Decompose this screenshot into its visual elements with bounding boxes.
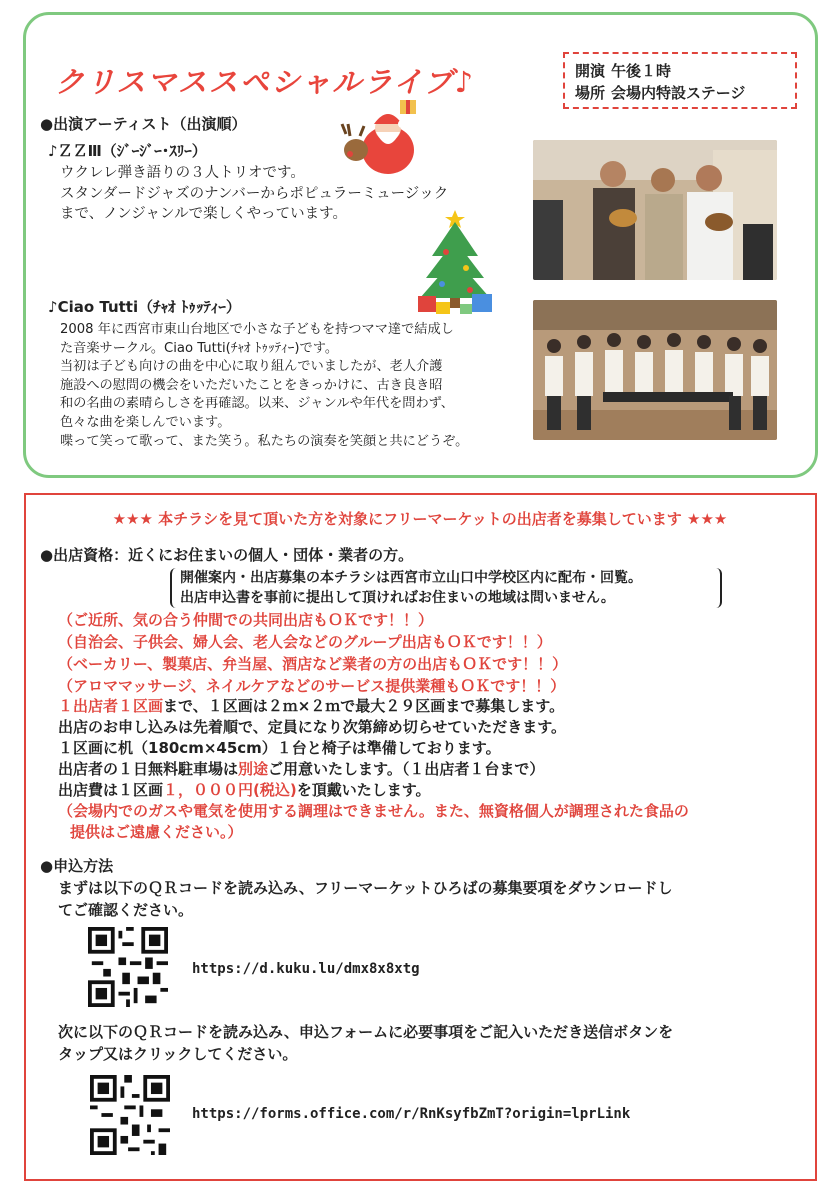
- christmas-tree-icon: [414, 208, 496, 316]
- fee-text-2: を頂戴いたします。: [296, 781, 431, 799]
- desc-line: 当初は子ども向けの曲を中心に取り組んでいましたが、老人介護: [60, 359, 443, 375]
- desc-line: まで、ノンジャンルで楽しくやっています。: [60, 206, 347, 222]
- event-info-box: [563, 52, 797, 109]
- artist-desc-zz3: [60, 163, 448, 225]
- flea-market-banner: ★★★ 本チラシを見て頂いた方を対象にフリーマーケットの出店者を募集しています ★★★: [112, 510, 728, 528]
- rule-sections-text: まで、１区画は２ｍ×２ｍで最大２９区画まで募集します。: [163, 697, 565, 715]
- desc-line: 喋って笑って歌って、また笑う。私たちの演奏を笑顔と共にどうぞ。: [60, 433, 469, 449]
- ciao-tutti-group-photo: [533, 300, 777, 440]
- qr-code-application-form[interactable]: [90, 1075, 170, 1155]
- note-residence: 出店申込書を事前に提出して頂ければお住まいの地域は問いません。: [180, 590, 615, 606]
- venue-label: 場所: [575, 84, 606, 102]
- desc-line: 和の名曲の素晴らしさを再確認。以来、ジャンルや年代を問わず、: [60, 396, 454, 412]
- guidelines-url-link[interactable]: https://d.kuku.lu/dmx8x8xtg: [192, 961, 420, 977]
- apply-step1: まずは以下のＱＲコードを読み込み、フリーマーケットひろばの募集要項をダウンロードし: [58, 879, 673, 897]
- venue-row: [575, 82, 785, 104]
- desc-line: 色々な曲を楽しんでいます。: [60, 414, 231, 430]
- cooking-warning-2: 提供はご遠慮ください。）: [70, 823, 243, 841]
- desc-line: スタンダードジャズのナンバーからポピュラーミュージック: [60, 185, 449, 202]
- desc-line: 施設への慰問の機会をいただいたことをきっかけに、古き良き昭: [60, 377, 443, 393]
- rule-equipment: １区画に机（180cm×45cm）１台と椅子は準備しております。: [58, 739, 501, 757]
- artists-heading: ●出演アーティスト（出演順）: [40, 115, 247, 133]
- start-time-row: [575, 60, 785, 82]
- desc-line: 2008 年に西宮市東山台地区で小さな子どもを持つママ達で結成し: [60, 322, 454, 337]
- apply-step2: 次に以下のＱＲコードを読み込み、申込フォームに必要事項をご記入いただき送信ボタンを: [58, 1023, 674, 1041]
- desc-line: ウクレレ弾き語りの３人トリオです。: [60, 165, 305, 181]
- fee-text: 出店費は１区画: [58, 781, 164, 799]
- ok-line: （ベーカリー、製菓店、弁当屋、酒店など業者の方の出店もＯＫです！！）: [58, 655, 568, 673]
- ok-line: （ご近所、気の合う仲間での共同出店もＯＫです！！）: [58, 611, 434, 629]
- artist-name-zz3: ♪ＺＺⅢ（ｼﾞｰｼﾞｰ･ｽﾘｰ）: [48, 142, 207, 160]
- qr-code-guidelines[interactable]: [88, 927, 168, 1007]
- ok-line: （アロママッサージ、ネイルケアなどのサービス提供業種もＯＫです！！）: [58, 677, 566, 695]
- rule-sections: [58, 696, 564, 716]
- qualification: ●出店資格：近くにお住まいの個人・団体・業者の方。: [40, 546, 414, 564]
- start-time-value: 午後１時: [611, 62, 672, 80]
- rule-sections-highlight: １出店者１区画: [58, 697, 164, 715]
- rule-parking: [58, 759, 544, 779]
- artist-name-ciao-tutti: ♪Ciao Tutti（ﾁｬｵ ﾄｩｯﾃｨｰ）: [48, 298, 241, 316]
- venue-value: 会場内特設ステージ: [611, 84, 746, 102]
- artist-desc-ciao-tutti: [60, 321, 468, 451]
- desc-line: た音楽サークル。Ciao Tutti(ﾁｬｵ ﾄｩｯﾃｨｰ)です。: [60, 340, 339, 356]
- fee-amount: １，０００円(税込): [163, 781, 297, 799]
- zz3-trio-photo: [533, 140, 777, 280]
- cooking-warning: （会場内でのガスや電気を使用する調理はできません。また、無資格個人が調理された食品の: [58, 802, 689, 820]
- event-title: クリスマススペシャルライブ♪: [55, 65, 476, 99]
- note-distribution: 開催案内・出店募集の本チラシは西宮市立山口中学校区内に配布・回覧。: [180, 570, 642, 586]
- apply-step2-cont: タップ又はクリックしてください。: [58, 1045, 298, 1063]
- start-time-label: 開演: [575, 62, 606, 80]
- parking-text-2: ご用意いたします。（１出店者１台まで）: [268, 760, 545, 778]
- rule-fee: [58, 780, 431, 800]
- apply-heading: ●申込方法: [40, 857, 114, 875]
- ok-line: （自治会、子供会、婦人会、老人会などのグループ出店もＯＫです！！）: [58, 633, 552, 651]
- apply-step1-cont: てご確認ください。: [58, 901, 194, 919]
- parking-text: 出店者の１日無料駐車場は: [58, 760, 239, 778]
- application-form-url-link[interactable]: https://forms.office.com/r/RnKsyfbZmT?origin=lprLink: [192, 1106, 631, 1122]
- rule-first-come: 出店のお申し込みは先着順で、定員になり次第締め切らせていただきます。: [58, 718, 567, 736]
- parking-highlight: 別途: [238, 760, 269, 778]
